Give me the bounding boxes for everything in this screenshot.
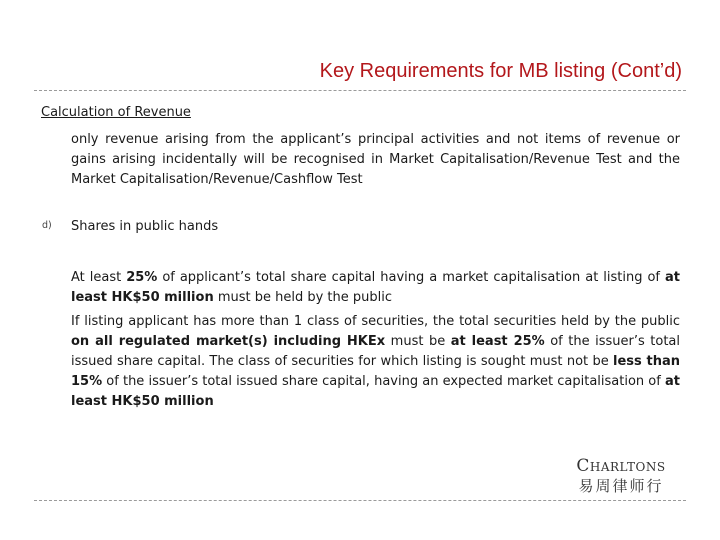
slide-title: Key Requirements for MB listing (Cont’d)	[319, 60, 682, 82]
title-divider	[34, 90, 686, 91]
text-segment: must be held by the public	[213, 290, 393, 305]
logo-chinese-name: 易周律师行	[578, 477, 664, 495]
text-segment: If listing applicant has more than 1 class of securities, the total securities held by the public	[71, 314, 680, 329]
logo-name: Charltons	[576, 456, 666, 476]
text-segment: of the issuer’s total issued share capital, having an expected market capitalisation of	[102, 374, 665, 389]
bullet-text	[71, 312, 680, 412]
list-item-text	[71, 217, 680, 237]
text-segment: only revenue arising from the applicant’s principal activities and not items of revenue or gains arising incidentally will be recognised in Market Capitalisation/Revenue Test and the Market Capitalisation/Revenue/Cashflow Test	[71, 132, 680, 187]
bold-text-segment: 25%	[126, 270, 158, 285]
bullet-text	[71, 130, 680, 190]
list-item-shares-public	[42, 217, 680, 237]
text-segment: Shares in public hands	[71, 219, 219, 234]
text-segment: At least	[71, 270, 127, 285]
bold-text-segment: on all regulated market(s) including HKEx	[71, 334, 386, 349]
footer-divider	[34, 500, 686, 501]
bullet-item-revenue	[42, 130, 680, 190]
bold-text-segment: at least HK$50 million	[71, 270, 681, 305]
bullet-text	[71, 268, 680, 308]
bold-text-segment: at least 25%	[450, 334, 545, 349]
list-label-d: d)	[42, 220, 52, 231]
bullet-item-public-holding	[42, 268, 680, 308]
section-heading: Calculation of Revenue	[41, 105, 191, 120]
bold-text-segment: less than 15%	[71, 354, 680, 389]
text-segment: must be	[385, 334, 451, 349]
text-segment: of applicant’s total share capital having a market capitalisation at listing of	[157, 270, 666, 285]
bullet-item-multiple-classes	[42, 312, 680, 412]
bold-text-segment: at least HK$50 million	[71, 374, 680, 409]
text-segment: of the issuer’s total issued share capital. The class of securities for which listing is sought must not be	[71, 334, 681, 369]
charltons-logo	[562, 456, 680, 496]
